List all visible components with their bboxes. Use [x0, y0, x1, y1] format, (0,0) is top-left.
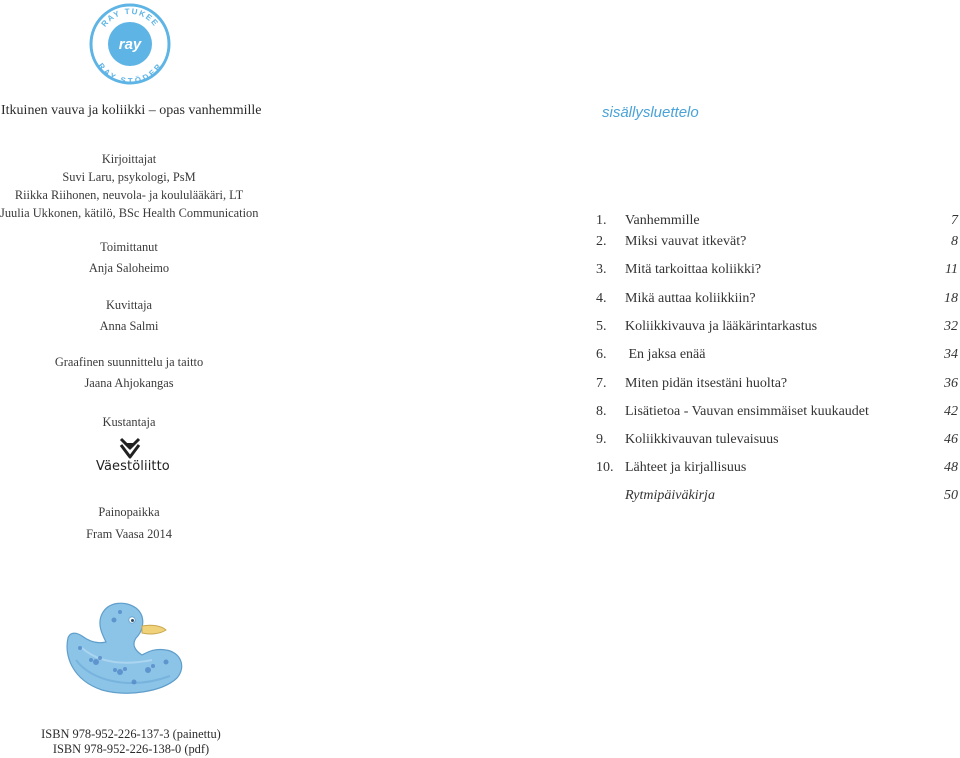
- vaestoliitto-logo-icon: [118, 437, 142, 459]
- isbn-pdf: ISBN 978-952-226-138-0 (pdf): [52, 742, 210, 756]
- credits-publisher: [0, 413, 258, 431]
- toc-entry[interactable]: [596, 488, 958, 508]
- toc-title: Miten pidän itsestäni huolta?: [625, 376, 788, 391]
- publisher-logo-text: Väestöliitto: [96, 459, 170, 474]
- toc-entry[interactable]: [596, 234, 958, 254]
- toc-entry[interactable]: [596, 213, 958, 233]
- author-line: Juulia Ukkonen, kätilö, BSc Health Communication: [0, 206, 259, 220]
- toc-title: Vanhemmille: [625, 213, 700, 228]
- toc-title: En jaksa enää: [625, 347, 706, 362]
- toc-entry[interactable]: [596, 291, 958, 311]
- toc-number: 9.: [596, 432, 607, 447]
- toc-page-number: 50: [944, 488, 958, 503]
- toc-page-number: 48: [944, 460, 958, 475]
- credits-design: [0, 353, 258, 392]
- toc-title: Koliikkivauvan tulevaisuus: [625, 432, 779, 447]
- toc-number: 2.: [596, 234, 607, 249]
- toc-page-number: 8: [951, 234, 958, 249]
- toc-entry[interactable]: [596, 460, 958, 480]
- editor-name: Anja Saloheimo: [88, 261, 170, 275]
- toc-entry[interactable]: [596, 404, 958, 424]
- toc-page-number: 18: [944, 291, 958, 306]
- isbn-print: ISBN 978-952-226-137-3 (painettu): [41, 727, 221, 741]
- toc-number: 7.: [596, 376, 607, 391]
- toc-number: 1.: [596, 213, 607, 228]
- printer-name: Fram Vaasa 2014: [86, 527, 172, 541]
- toc-number: 8.: [596, 404, 607, 419]
- toc-title: Lähteet ja kirjallisuus: [625, 460, 747, 475]
- authors-heading: Kirjoittajat: [101, 152, 157, 166]
- toc-page-number: 34: [944, 347, 958, 362]
- toc-title: Koliikkivauva ja lääkärintarkastus: [625, 319, 818, 334]
- toc-page-number: 11: [945, 262, 958, 277]
- toc-number: 6.: [596, 347, 607, 362]
- editor-heading: Toimittanut: [100, 240, 158, 254]
- toc-page-number: 46: [944, 432, 958, 447]
- toc-entry[interactable]: [596, 432, 958, 452]
- credits-editor: [0, 238, 258, 277]
- illustrator-name: Anna Salmi: [99, 319, 159, 333]
- toc-title: Lisätietoa - Vauvan ensimmäiset kuukaudet: [625, 404, 869, 419]
- toc-page-number: 32: [944, 319, 958, 334]
- toc-entry[interactable]: [596, 376, 958, 396]
- logo-bottom-text: RAY STÖDER: [96, 61, 164, 86]
- designer-name: Jaana Ahjokangas: [84, 376, 174, 390]
- printer-heading: Painopaikka: [98, 505, 160, 519]
- author-line: Riikka Riihonen, neuvola- ja koululääkäri, LT: [14, 188, 244, 202]
- toc-heading: sisällysluettelo: [602, 104, 699, 121]
- toc-page-number: 7: [951, 213, 958, 228]
- toc-title: Miksi vauvat itkevät?: [625, 234, 747, 249]
- toc-entry[interactable]: [596, 262, 958, 282]
- toc-page-number: 42: [944, 404, 958, 419]
- toc-number: 10.: [596, 460, 614, 475]
- credits-illustrator: [0, 296, 258, 335]
- toc-number: 4.: [596, 291, 607, 306]
- rubber-duck-illustration: [62, 600, 192, 700]
- book-title: Itkuinen vauva ja koliikki – opas vanhemmille: [1, 103, 262, 118]
- illustrator-heading: Kuvittaja: [105, 298, 153, 312]
- author-line: Suvi Laru, psykologi, PsM: [62, 170, 196, 184]
- isbn-block: [36, 727, 226, 757]
- logo-center-text: ray: [118, 36, 142, 53]
- toc-number: 3.: [596, 262, 607, 277]
- toc-entry[interactable]: [596, 319, 958, 339]
- toc-page-number: 36: [944, 376, 958, 391]
- ray-logo: [88, 2, 172, 86]
- credits-authors: [0, 150, 258, 222]
- toc-entry[interactable]: [596, 347, 958, 367]
- publisher-heading: Kustantaja: [102, 415, 156, 429]
- credits-printer: [0, 503, 258, 543]
- design-heading: Graafinen suunnittelu ja taitto: [54, 355, 204, 369]
- toc-title: Mikä auttaa koliikkiin?: [625, 291, 756, 306]
- toc-title: Mitä tarkoittaa koliikki?: [625, 262, 762, 277]
- ray-logo-icon: [88, 2, 172, 86]
- toc-title: Rytmipäiväkirja: [625, 488, 715, 503]
- toc-number: 5.: [596, 319, 607, 334]
- logo-top-text: RAY TUKEE: [99, 6, 161, 29]
